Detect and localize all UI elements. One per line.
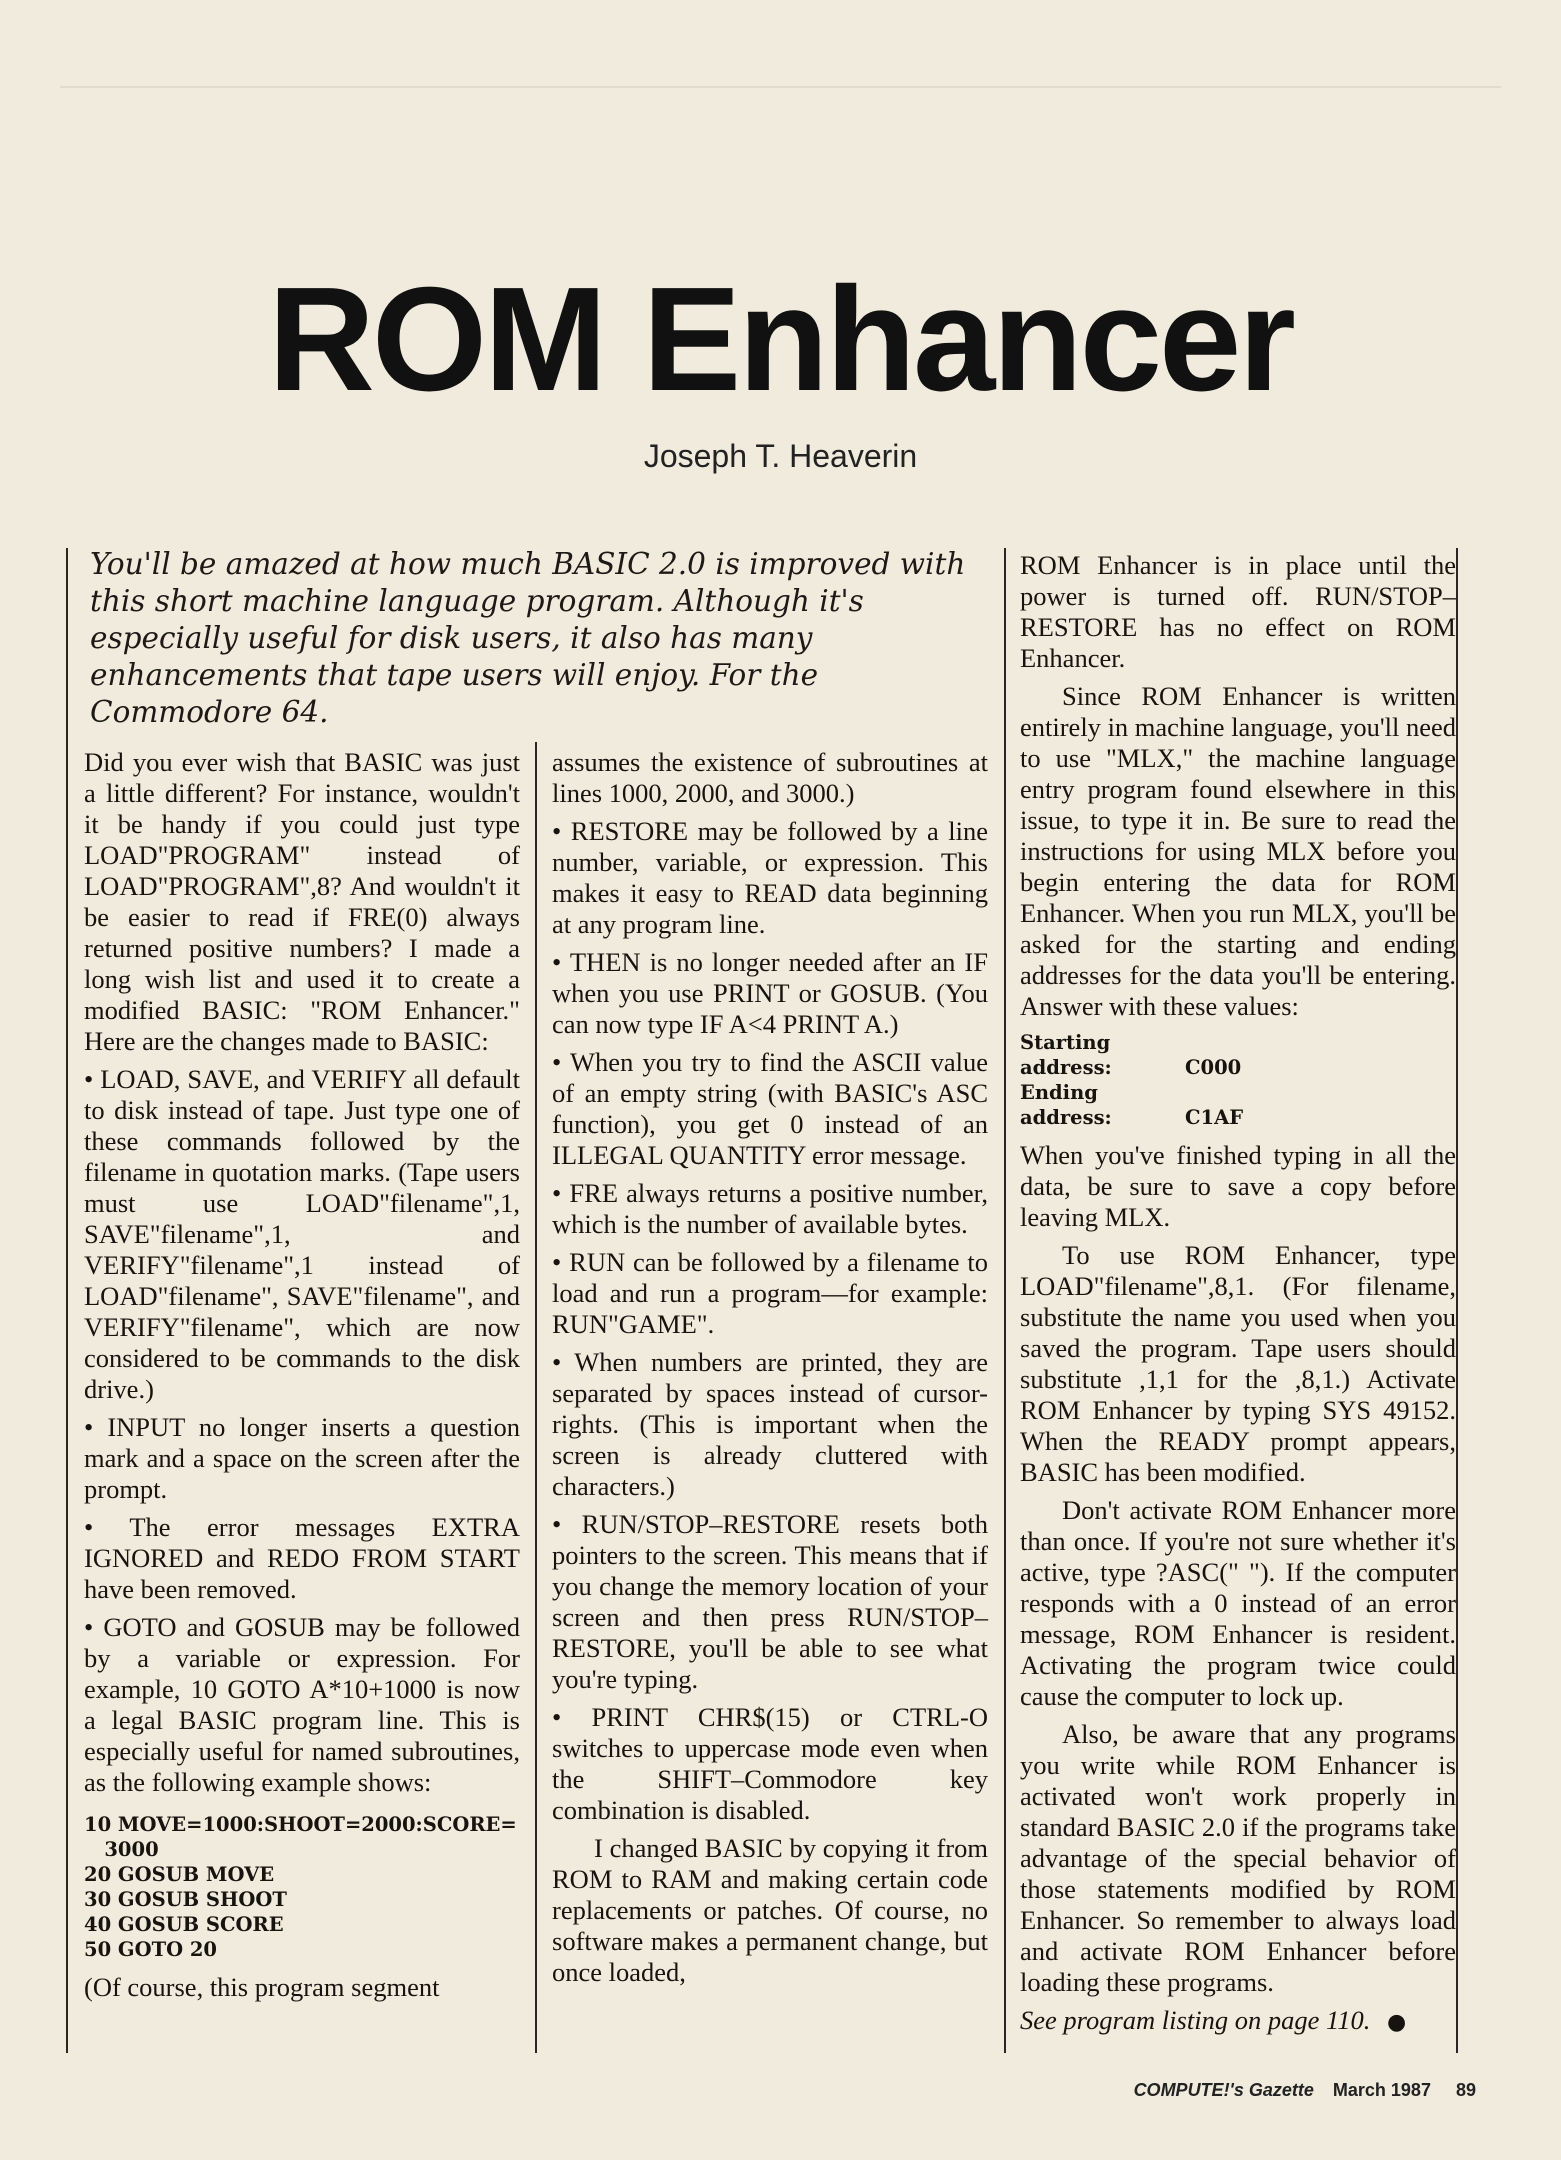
bullet-load-save: • LOAD, SAVE, and VERIFY all default to disk instead of tape. Just type one of these commands followed by the filename in quotation marks. (Tape users must use LOAD"filename",1, SAVE"filename",1, and VERIFY"filename",1 instead of LOAD"filename", SAVE"filename", and VERIFY"filename", which are now considered to be commands to the disk drive.) bbox=[84, 1064, 520, 1404]
bullet-then: • THEN is no longer needed after an IF when you use PRINT or GOSUB. (You can now type IF A<4 PRINT A.) bbox=[552, 947, 988, 1039]
page-footer bbox=[1134, 2080, 1476, 2101]
magazine-name: COMPUTE!'s Gazette bbox=[1133, 2080, 1314, 2100]
paragraph: assumes the existence of subroutines at lines 1000, 2000, and 3000.) bbox=[552, 747, 988, 808]
bullet-asc: • When you try to find the ASCII value of an empty string (with BASIC's ASC function), you get 0 instead of an ILLEGAL QUANTITY error message. bbox=[552, 1047, 988, 1170]
paragraph: When you've finished typing in all the data, be sure to save a copy before leaving MLX. bbox=[1020, 1140, 1456, 1232]
left-margin-rule bbox=[66, 548, 68, 2053]
column-divider-2 bbox=[1004, 548, 1006, 2053]
bullet-run: • RUN can be followed by a filename to load and run a program—for example: RUN"GAME". bbox=[552, 1247, 988, 1339]
right-margin-rule bbox=[1456, 548, 1458, 2053]
column-divider-1 bbox=[535, 742, 537, 2053]
issue-date: March 1987 bbox=[1332, 2080, 1431, 2100]
code-listing: 10 MOVE=1000:SHOOT=2000:SCORE= 3000 20 GOSUB MOVE 30 GOSUB SHOOT 40 GOSUB SCORE 50 GOTO 20 bbox=[84, 1813, 517, 1961]
paragraph: ROM Enhancer is in place until the power is turned off. RUN/STOP–RESTORE has no effect on ROM Enhancer. bbox=[1020, 550, 1456, 673]
bullet-print-spaces: • When numbers are printed, they are separated by spaces instead of cursor-rights. (This is important when the screen is already cluttered with characters.) bbox=[552, 1347, 988, 1501]
column-2 bbox=[552, 747, 988, 1995]
paragraph: To use ROM Enhancer, type LOAD"filename",8,1. (For filename, substitute the name you used when you saved the program. Tape users should substitute ,1,1 for the ,8,1.) Activate ROM Enhancer by typing SYS 49152. When the READY prompt appears, BASIC has been modified. bbox=[1020, 1240, 1456, 1487]
column-3 bbox=[1020, 550, 1456, 2038]
listing-reference: See program listing on page 110. bbox=[1020, 2005, 1371, 2035]
author-byline: Joseph T. Heaverin bbox=[643, 438, 918, 474]
bullet-restore: • RESTORE may be followed by a line number, variable, or expression. This makes it easy to READ data beginning at any program line. bbox=[552, 816, 988, 939]
paragraph: Did you ever wish that BASIC was just a little different? For instance, wouldn't it be handy if you could just type LOAD"PROGRAM" instead of LOAD"PROGRAM",8? And wouldn't it be easier to read if FRE(0) always returned positive numbers? I made a long wish list and used it to create a modified BASIC: "ROM Enhancer." Here are the changes made to BASIC: bbox=[84, 747, 520, 1056]
address-table: Starting address: C000 Ending address: C1AF bbox=[1020, 1031, 1244, 1129]
paragraph: I changed BASIC by copying it from ROM to RAM and making certain code replacements or patches. Of course, no software makes a permanent change, but once loaded, bbox=[552, 1833, 988, 1987]
end-address: C1AF bbox=[1185, 1106, 1244, 1129]
bullet-errors: • The error messages EXTRA IGNORED and REDO FROM START have been removed. bbox=[84, 1512, 520, 1604]
paragraph: Also, be aware that any programs you write while ROM Enhancer is activated won't work properly in standard BASIC 2.0 if the programs take advantage of the special behavior of those statements modified by ROM Enhancer. So remember to always load and activate ROM Enhancer before loading these programs. bbox=[1020, 1719, 1456, 1997]
bullet-chr15: • PRINT CHR$(15) or CTRL-O switches to uppercase mode even when the SHIFT–Commodore key combination is disabled. bbox=[552, 1702, 988, 1825]
bullet-input: • INPUT no longer inserts a question mark and a space on the screen after the prompt. bbox=[84, 1412, 520, 1504]
start-address: C000 bbox=[1185, 1056, 1242, 1079]
column-1 bbox=[84, 747, 520, 2010]
paragraph: Since ROM Enhancer is written entirely in machine language, you'll need to use "MLX," the machine language entry program found elsewhere in this issue, to type it in. Be sure to read the instructions for using MLX before you begin entering the data for ROM Enhancer. When you run MLX, you'll be asked for the starting and ending addresses for the data you'll be entering. Answer with these values: bbox=[1020, 681, 1456, 1021]
bullet-fre: • FRE always returns a positive number, which is the number of available bytes. bbox=[552, 1178, 988, 1239]
bullet-goto: • GOTO and GOSUB may be followed by a variable or expression. For example, 10 GOTO A*10+1000 is now a legal BASIC program line. This is especially useful for named subroutines, as the following example shows: bbox=[84, 1612, 520, 1797]
article-title: ROM Enhancer bbox=[268, 257, 1293, 422]
end-mark-icon: ● bbox=[1387, 2010, 1407, 2035]
article-deck: You'll be amazed at how much BASIC 2.0 is improved with this short machine language program. Although it's especially useful for disk users, it also has many enhancements that tape users will enjoy. For the Commodore 64. bbox=[90, 547, 966, 729]
bullet-runstop: • RUN/STOP–RESTORE resets both pointers to the screen. This means that if you change the memory location of your screen and then press RUN/STOP–RESTORE, you'll be able to see what you're typing. bbox=[552, 1509, 988, 1694]
paragraph: (Of course, this program segment bbox=[84, 1972, 440, 2002]
paragraph: Don't activate ROM Enhancer more than once. If you're not sure whether it's active, type ?ASC(" "). If the computer responds with a 0 instead of an error message, ROM Enhancer is resident. Activating the program twice could cause the computer to lock up. bbox=[1020, 1495, 1456, 1711]
page-number: 89 bbox=[1455, 2080, 1476, 2100]
bleed-through-rule bbox=[60, 86, 1501, 88]
